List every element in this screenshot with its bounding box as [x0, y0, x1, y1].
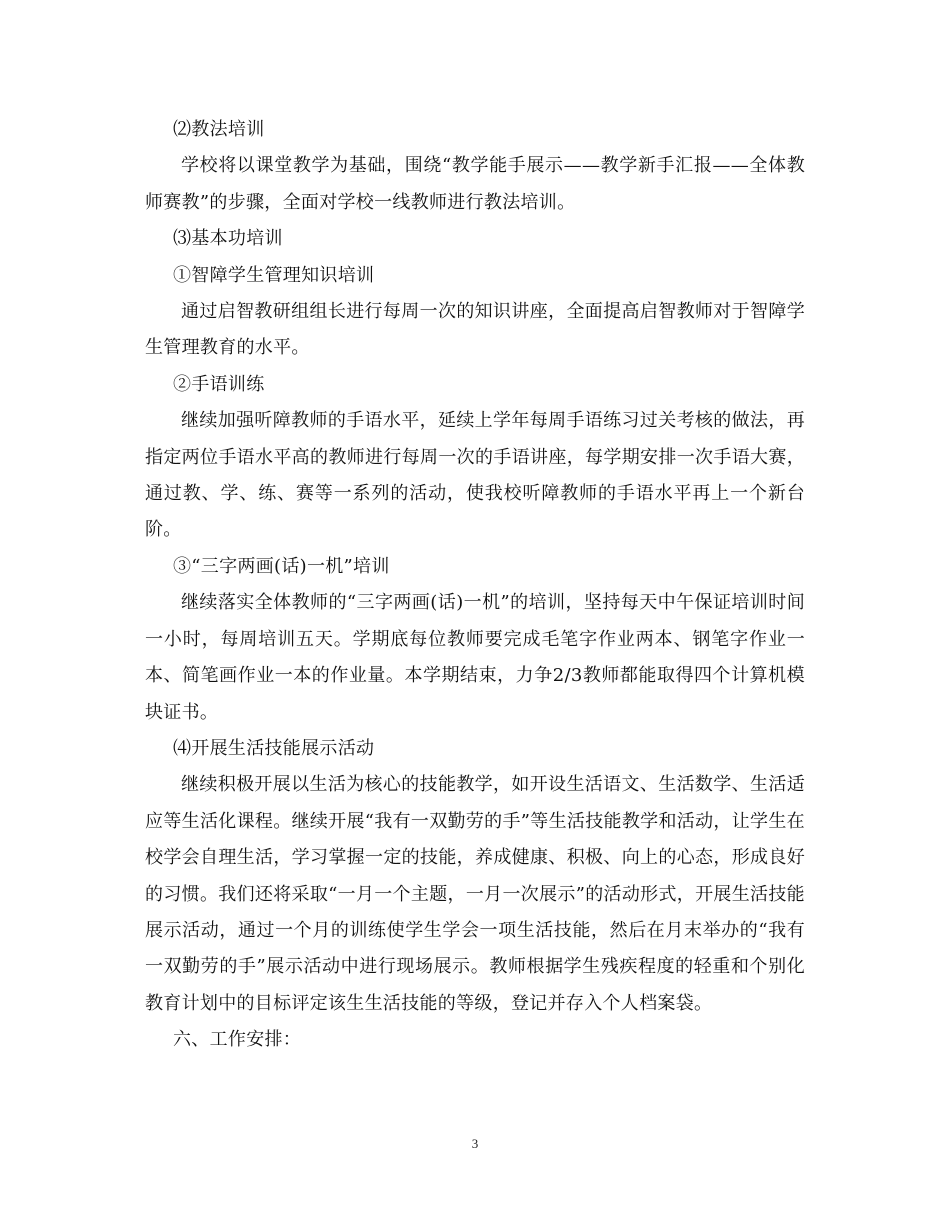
section-heading-basic-skills: ⑶基本功培训 — [173, 228, 283, 250]
paragraph-teaching-method: 学校将以课堂教学为基础，围绕“教学能手展示——教学新手汇报——全体教师赛教”的步骤，全面对学校一线教师进行教法培训。 — [145, 155, 805, 213]
paragraph-three-skills: 继续落实全体教师的“三字两画(话)一机”的培训，坚持每天中午保证培训时间一小时，每周培训五天。学期底每位教师要完成毛笔字作业两本、钢笔字作业一本、简笔画作业一本的作业量。本学期结束，力争2/3教师都能取得四个计算机模块证书。 — [145, 592, 805, 723]
subheading-three-skills: ③“三字两画(话)一机”培训 — [173, 555, 390, 577]
paragraph-sign-language: 继续加强听障教师的手语水平，延续上学年每周手语练习过关考核的做法，再指定两位手语水平高的教师进行每周一次的手语讲座，每学期安排一次手语大赛，通过教、学、练、赛等一系列的活动，使我校听障教师的手语水平再上一个新台阶。 — [145, 410, 805, 541]
subheading-management-training: ①智障学生管理知识培训 — [173, 264, 375, 286]
paragraph-life-skills: 继续积极开展以生活为核心的技能教学，如开设生活语文、生活数学、生活适应等生活化课程。继续开展“我有一双勤劳的手”等生活技能教学和活动，让学生在校学会自理生活，学习掌握一定的技能，养成健康、积极、向上的心态，形成良好的习惯。我们还将采取“一月一个主题，一月一次展示”的活动形式，开展生活技能展示活动，通过一个月的训练使学生学会一项生活技能，然后在月末举办的“我有一双勤劳的手”展示活动中进行现场展示。教师根据学生残疾程度的轻重和个别化教育计划中的目标评定该生生活技能的等级，登记并存入个人档案袋。 — [145, 774, 805, 1014]
page-number: 3 — [471, 1136, 479, 1151]
section-heading-work-arrangement: 六、工作安排： — [173, 1029, 302, 1051]
section-heading-life-skills: ⑷开展生活技能展示活动 — [173, 737, 375, 759]
section-heading-teaching-method: ⑵教法培训 — [173, 119, 265, 140]
document-body — [145, 112, 805, 1059]
subheading-sign-language: ②手语训练 — [173, 373, 265, 395]
paragraph-management-training: 通过启智教研组组长进行每周一次的知识讲座，全面提高启智教师对于智障学生管理教育的水平。 — [145, 301, 805, 359]
